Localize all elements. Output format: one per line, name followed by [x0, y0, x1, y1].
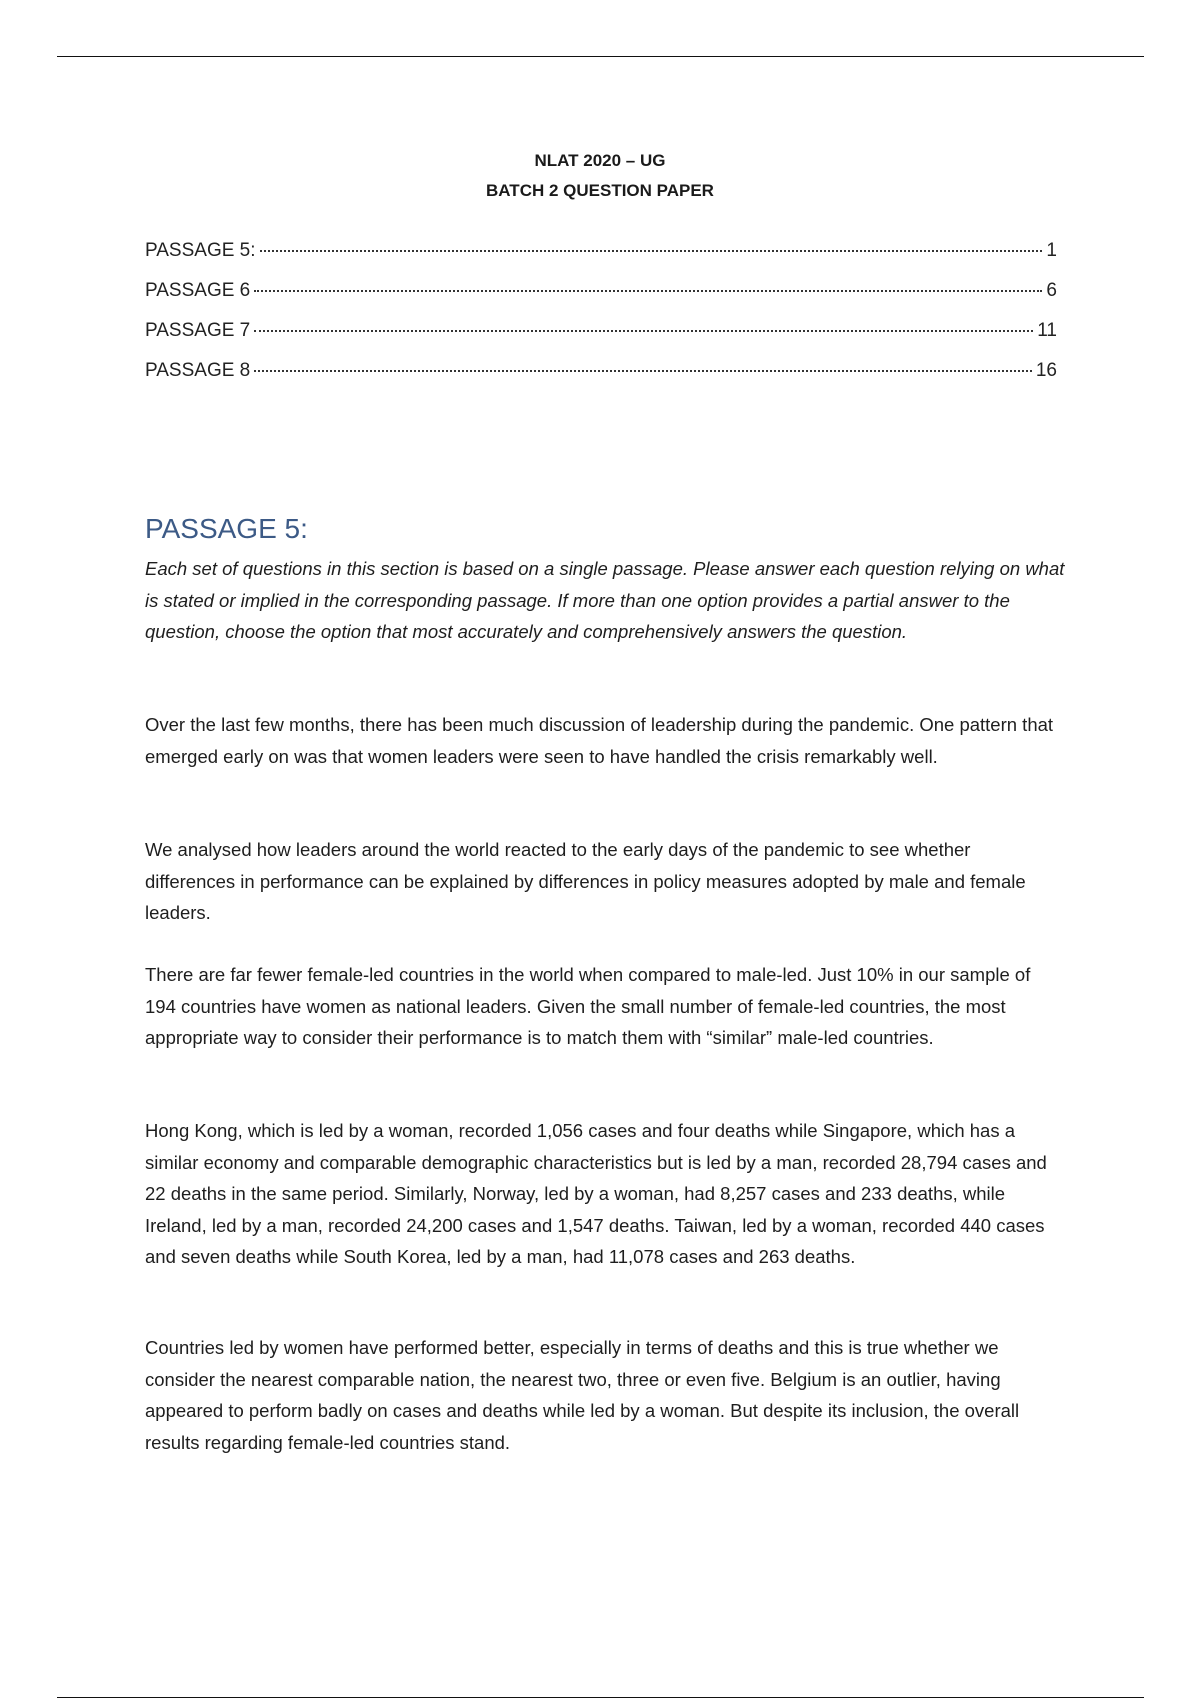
passage-paragraph-4: Hong Kong, which is led by a woman, recorded 1,056 cases and four deaths while Singapore, which has a similar economy and comparable demographic characteristics but is led by a man, recorded 28,794 cases and 22 deaths in the same period. Similarly, Norway, led by a woman, had 8,257 cases and 233 deaths, while Ireland, led by a man, recorded 24,200 cases and 1,547 deaths. Taiwan, led by a woman, recorded 440 cases and seven deaths while South Korea, led by a man, had 11,078 cases and 263 deaths. [145, 1120, 1047, 1267]
toc-entry-passage-8[interactable] [145, 360, 1057, 400]
toc-entry-passage-6[interactable] [145, 280, 1057, 320]
instructions-paragraph: Each set of questions in this section is based on a single passage. Please answer each question relying on what is stated or implied in the corresponding passage. If more than one option provides a partial answer to the question, choose the option that most accurately and comprehensively answers the question. [145, 558, 1065, 642]
toc-leader-dots [254, 290, 1042, 292]
toc-entry-page: 6 [1046, 280, 1057, 301]
toc-entry-passage-5[interactable] [145, 240, 1057, 280]
toc-leader-dots [254, 370, 1032, 372]
toc-leader-dots [260, 250, 1043, 252]
toc-entry-label: PASSAGE 5: [145, 240, 256, 261]
passage-paragraph-3: There are far fewer female-led countries in the world when compared to male-led. Just 10% in our sample of 194 countries have women as national leaders. Given the small number of female-led countries, the most appropriate way to consider their performance is to match them with “similar” male-led countries. [145, 964, 1031, 1048]
toc-entry-label: PASSAGE 8 [145, 360, 251, 381]
document-title: NLAT 2020 – UG [534, 151, 666, 170]
passage-paragraph-2: We analysed how leaders around the world reacted to the early days of the pandemic to see whether differences in performance can be explained by differences in policy measures adopted by male and female leaders. [145, 839, 1026, 923]
toc-entry-page: 1 [1046, 240, 1057, 261]
toc-entry-page: 11 [1037, 320, 1057, 341]
top-rule [57, 56, 1144, 57]
passage-paragraph-5: Countries led by women have performed better, especially in terms of deaths and this is true whether we consider the nearest comparable nation, the nearest two, three or even five. Belgium is an outlier, having appeared to perform badly on cases and deaths while led by a woman. But despite its inclusion, the overall results regarding female-led countries stand. [145, 1337, 1020, 1453]
toc-entry-passage-7[interactable] [145, 320, 1057, 360]
toc-entry-label: PASSAGE 7 [145, 320, 251, 341]
toc-entry-page: 16 [1035, 360, 1057, 381]
table-of-contents [145, 240, 1057, 400]
toc-leader-dots [254, 330, 1033, 332]
section-heading: PASSAGE 5: [145, 513, 308, 545]
document-subtitle: BATCH 2 QUESTION PAPER [486, 181, 714, 200]
toc-entry-label: PASSAGE 6 [145, 280, 251, 301]
passage-paragraph-1: Over the last few months, there has been much discussion of leadership during the pandemic. One pattern that emerged early on was that women leaders were seen to have handled the crisis remarkably well. [145, 714, 1054, 767]
bottom-rule [57, 1697, 1144, 1698]
